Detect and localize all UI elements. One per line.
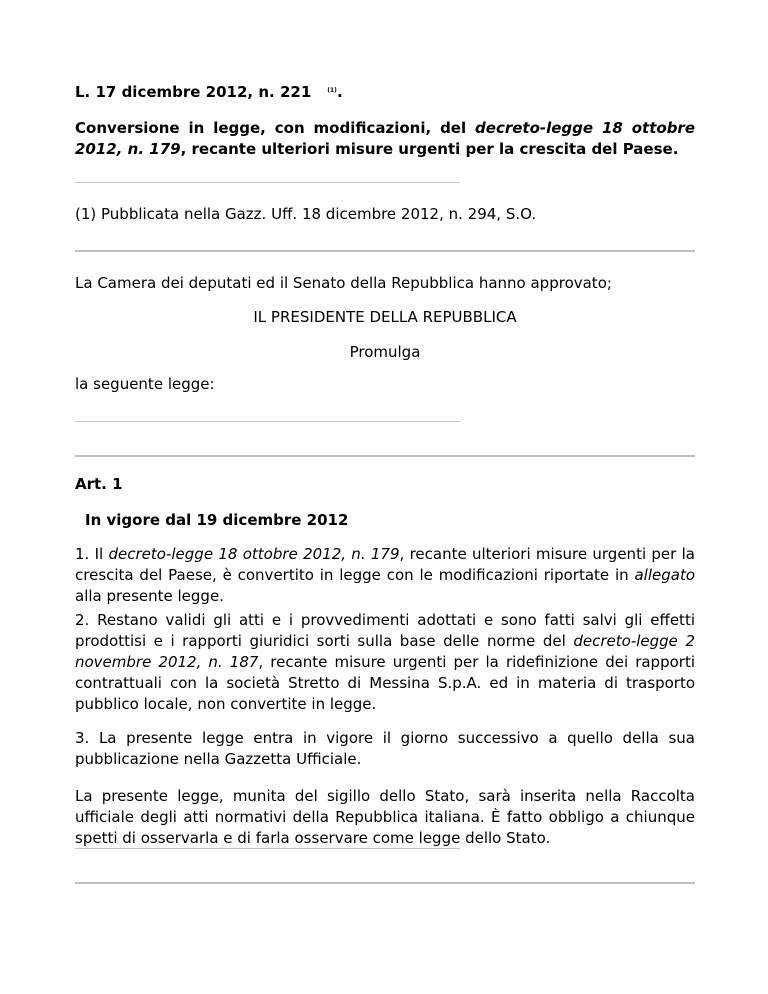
subtitle-decree-link[interactable]: decreto-legge 18 ottobre 2012, n. 179 bbox=[75, 119, 696, 158]
divider-short bbox=[75, 848, 460, 849]
divider-short bbox=[75, 421, 460, 422]
decree-link[interactable]: decreto-legge 2 novembre 2012, n. 187 bbox=[75, 632, 695, 671]
paragraph-text: Il bbox=[94, 545, 109, 563]
subtitle-text-a: Conversione in legge, con modificazioni, del bbox=[75, 119, 476, 137]
paragraph-number: 3. bbox=[75, 729, 99, 747]
closing-formula: La presente legge, munita del sigillo dello Stato, sarà inserita nella Raccolta ufficiale degli atti normativi della Repubblica italiana. È fatto obbligo a chiunque spetti di osservarla e di farla osservare come legge dello Stato. bbox=[75, 787, 695, 847]
article-paragraph-2 bbox=[75, 610, 695, 715]
paragraph-number: 2. bbox=[75, 611, 98, 629]
divider-long bbox=[75, 882, 695, 884]
paragraph-number: 1. bbox=[75, 545, 95, 563]
paragraph-text: , recante misure urgenti per la ridefinizione dei rapporti contrattuali con la società Stretto di Messina S.p.A. ed in materia di trasporto pubblico locale, non convertite in legge. bbox=[75, 653, 695, 713]
paragraph-text: alla presente legge. bbox=[75, 587, 224, 605]
paragraph-text: La presente legge entra in vigore il giorno successivo a quello della sua pubblicazione nella Gazzetta Ufficiale. bbox=[75, 729, 695, 768]
subtitle-text-b: , recante ulteriori misure urgenti per la crescita del Paese. bbox=[180, 140, 679, 158]
paragraph-text: , recante ulteriori misure urgenti per la crescita del Paese, è convertito in legge con le modificazioni riportate in bbox=[75, 545, 695, 584]
law-subtitle bbox=[75, 118, 695, 160]
divider-short bbox=[75, 182, 460, 183]
approval-text: La Camera dei deputati ed il Senato della Repubblica hanno approvato; bbox=[75, 274, 612, 292]
article-title: Art. 1 bbox=[75, 475, 123, 493]
president-heading: IL PRESIDENTE DELLA REPUBBLICA bbox=[253, 308, 517, 326]
in-force-date: In vigore dal 19 dicembre 2012 bbox=[85, 511, 349, 529]
paragraph-text: Restano validi gli atti e i provvedimenti adottati e sono fatti salvi gli effetti prodottisi e i rapporti giuridici sorti sulla base delle norme del bbox=[75, 611, 695, 650]
law-title bbox=[75, 83, 343, 101]
article-paragraph-3 bbox=[75, 728, 695, 770]
decree-link[interactable]: decreto-legge 18 ottobre 2012, n. 179 bbox=[108, 545, 400, 563]
article-paragraph-1 bbox=[75, 544, 695, 607]
divider-long bbox=[75, 250, 695, 252]
law-title-end: . bbox=[336, 83, 343, 101]
allegato-link[interactable]: allegato bbox=[634, 566, 695, 584]
divider-long bbox=[75, 455, 695, 457]
footnote-marker[interactable]: (1) bbox=[327, 87, 337, 94]
law-title-text: L. 17 dicembre 2012, n. 221 bbox=[75, 83, 312, 101]
footnote-text: (1) Pubblicata nella Gazz. Uff. 18 dicembre 2012, n. 294, S.O. bbox=[75, 205, 537, 223]
promulga-text: Promulga bbox=[349, 343, 421, 361]
law-follows-text: la seguente legge: bbox=[75, 375, 215, 393]
